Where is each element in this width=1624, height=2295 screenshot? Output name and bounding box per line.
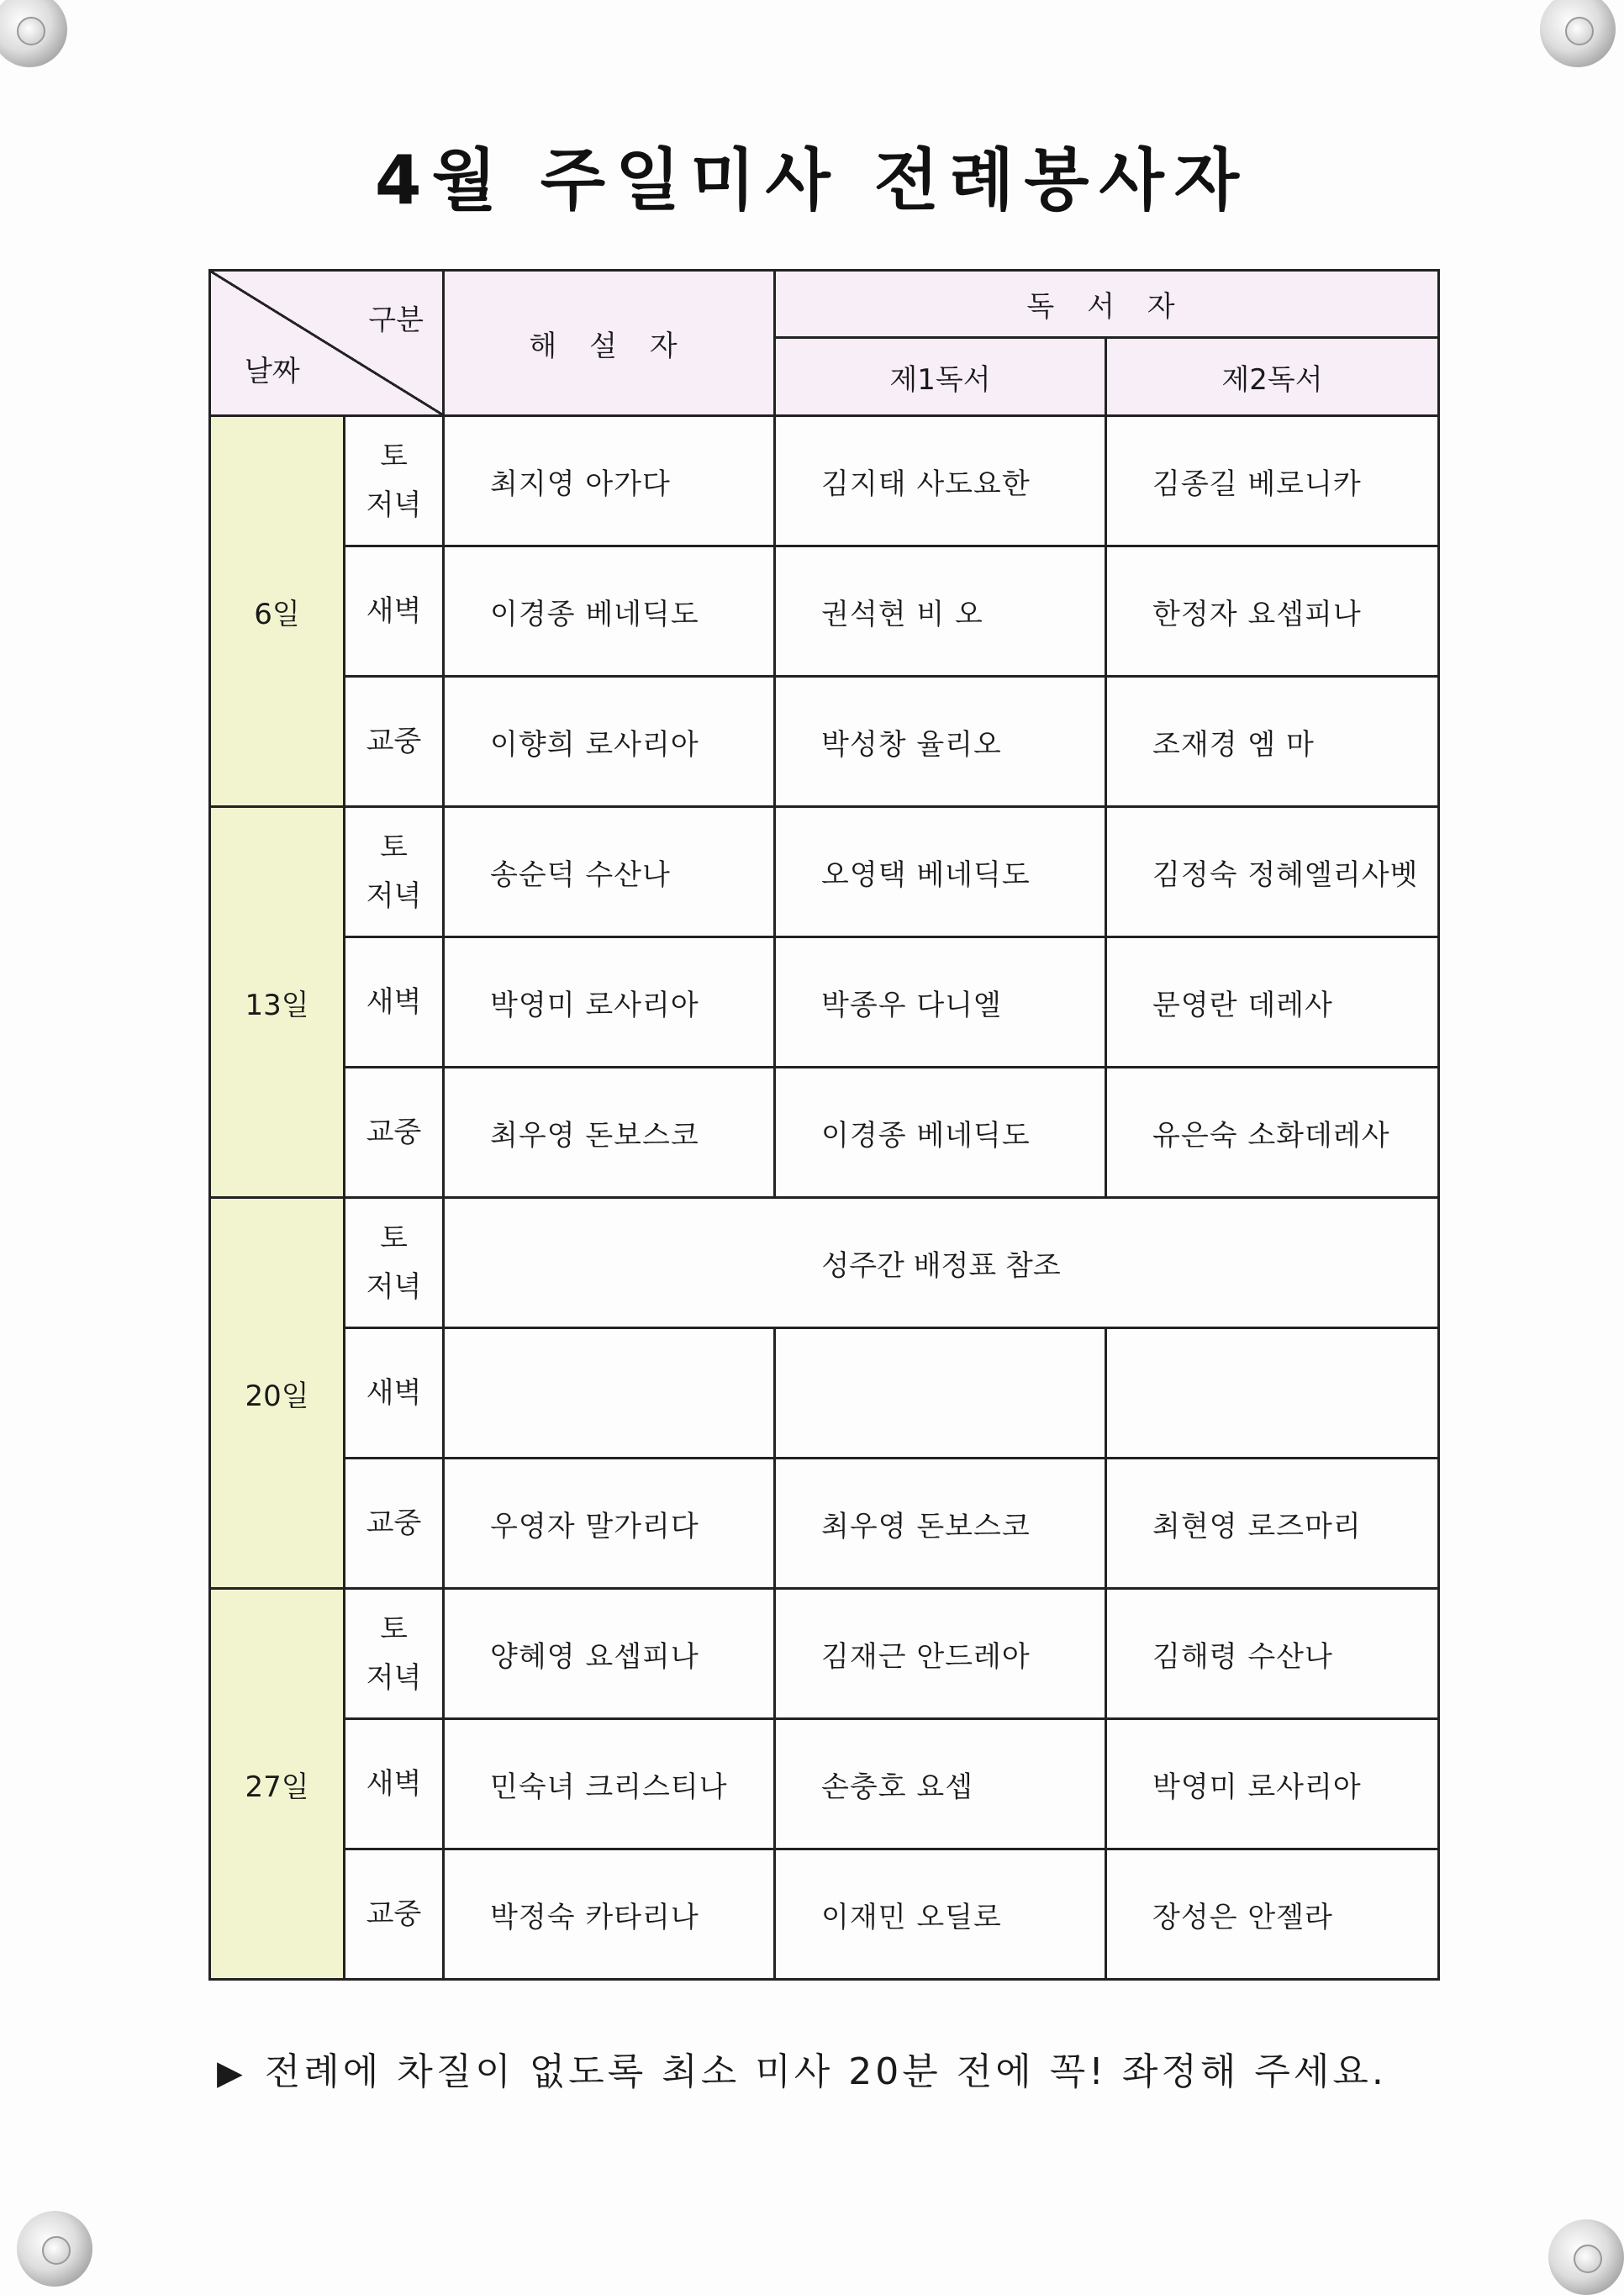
commentator-cell: 양혜영 요셉피나 <box>444 1589 775 1719</box>
mass-type-label: 새벽 <box>366 985 422 1019</box>
mass-type-label: 저녁 <box>366 1270 422 1304</box>
mass-type-cell <box>345 677 444 807</box>
reader2-cell: 최현영 로즈마리 <box>1106 1459 1439 1589</box>
reader2-cell: 한정자 요셉피나 <box>1106 546 1439 677</box>
header-commentator: 해 설 자 <box>444 271 775 416</box>
reader1-cell: 김재근 안드레아 <box>775 1589 1106 1719</box>
reader2-cell: 박영미 로사리아 <box>1106 1719 1439 1849</box>
header-reader1: 제1독서 <box>775 338 1106 416</box>
mass-type-cell <box>345 416 444 546</box>
commentator-cell: 박영미 로사리아 <box>444 937 775 1068</box>
table-row <box>210 416 1439 546</box>
reader2-cell: 김정숙 정혜엘리사벳 <box>1106 807 1439 937</box>
mass-type-label: 저녁 <box>366 879 422 913</box>
commentator-cell: 이향희 로사리아 <box>444 677 775 807</box>
schedule-table <box>208 269 1440 1981</box>
table-row <box>210 677 1439 807</box>
commentator-cell: 박정숙 카타리나 <box>444 1849 775 1980</box>
reader2-cell: 문영란 데레사 <box>1106 937 1439 1068</box>
header-reader2: 제2독서 <box>1106 338 1439 416</box>
reader1-cell: 손충호 요셉 <box>775 1719 1106 1849</box>
reader1-cell: 김지태 사도요한 <box>775 416 1106 546</box>
mass-type-label: 새벽 <box>366 1376 422 1410</box>
header-category: 구분 <box>368 303 424 337</box>
mass-type-cell <box>345 1459 444 1589</box>
commentator-cell <box>444 1328 775 1459</box>
reader2-cell <box>1106 1328 1439 1459</box>
reader2-cell: 유은숙 소화데레사 <box>1106 1068 1439 1198</box>
mass-type-label: 저녁 <box>366 488 422 522</box>
pushpin-icon <box>0 0 67 67</box>
commentator-cell: 최지영 아가다 <box>444 416 775 546</box>
mass-type-label: 교중 <box>366 1506 422 1540</box>
table-row <box>210 937 1439 1068</box>
reader2-cell: 김해령 수산나 <box>1106 1589 1439 1719</box>
mass-type-cell <box>345 1589 444 1719</box>
commentator-cell: 송순덕 수산나 <box>444 807 775 937</box>
mass-type-cell <box>345 937 444 1068</box>
date-cell: 6일 <box>210 416 345 807</box>
date-cell: 13일 <box>210 807 345 1198</box>
notice-text: 전례에 차질이 없도록 최소 미사 20분 전에 꼭! 좌정해 주세요. <box>264 2050 1387 2093</box>
reader1-cell: 이경종 베네딕도 <box>775 1068 1106 1198</box>
reader2-cell: 조재경 엠 마 <box>1106 677 1439 807</box>
table-row <box>210 1328 1439 1459</box>
mass-type-label: 토 <box>380 1221 408 1255</box>
mass-type-cell <box>345 1328 444 1459</box>
table-row <box>210 546 1439 677</box>
reader1-cell: 이재민 오딜로 <box>775 1849 1106 1980</box>
page-title: 4월 주일미사 전례봉사자 <box>374 141 1250 219</box>
reader1-cell <box>775 1328 1106 1459</box>
triangle-bullet-icon: ▶ <box>217 2054 246 2092</box>
mass-type-cell <box>345 1719 444 1849</box>
table-row <box>210 1068 1439 1198</box>
schedule-body <box>210 416 1439 1980</box>
mass-type-cell <box>345 1198 444 1328</box>
header-diagonal-cell <box>210 271 444 416</box>
header-readers: 독 서 자 <box>775 271 1439 338</box>
table-row <box>210 1719 1439 1849</box>
table-row <box>210 1459 1439 1589</box>
reader1-cell: 오영택 베네딕도 <box>775 807 1106 937</box>
reader2-cell: 장성은 안젤라 <box>1106 1849 1439 1980</box>
table-row <box>210 1849 1439 1980</box>
reader1-cell: 박성창 율리오 <box>775 677 1106 807</box>
mass-type-label: 교중 <box>366 725 422 758</box>
mass-type-label: 토 <box>380 1612 408 1646</box>
reader1-cell: 박종우 다니엘 <box>775 937 1106 1068</box>
mass-type-label: 교중 <box>366 1897 422 1931</box>
header-date: 날짜 <box>245 355 300 388</box>
date-cell: 27일 <box>210 1589 345 1980</box>
mass-type-label: 토 <box>380 831 408 864</box>
reader1-cell: 최우영 돈보스코 <box>775 1459 1106 1589</box>
reader1-cell: 권석현 비 오 <box>775 546 1106 677</box>
date-cell: 20일 <box>210 1198 345 1589</box>
table-row <box>210 1589 1439 1719</box>
mass-type-label: 새벽 <box>366 594 422 628</box>
mass-type-label: 교중 <box>366 1116 422 1149</box>
mass-type-label: 저녁 <box>366 1661 422 1695</box>
commentator-cell: 우영자 말가리다 <box>444 1459 775 1589</box>
pushpin-icon <box>1548 2219 1624 2295</box>
reader2-cell: 김종길 베로니카 <box>1106 416 1439 546</box>
mass-type-label: 새벽 <box>366 1767 422 1801</box>
notice <box>217 2041 1387 2095</box>
mass-type-cell <box>345 1068 444 1198</box>
pushpin-icon <box>1540 0 1616 67</box>
commentator-cell: 민숙녀 크리스티나 <box>444 1719 775 1849</box>
mass-type-cell <box>345 1849 444 1980</box>
mass-type-cell <box>345 546 444 677</box>
commentator-cell: 최우영 돈보스코 <box>444 1068 775 1198</box>
mass-type-label: 토 <box>380 440 408 473</box>
table-row <box>210 1198 1439 1328</box>
merged-note-cell: 성주간 배정표 참조 <box>444 1198 1439 1328</box>
table-row <box>210 807 1439 937</box>
commentator-cell: 이경종 베네딕도 <box>444 546 775 677</box>
mass-type-cell <box>345 807 444 937</box>
pushpin-icon <box>17 2211 92 2287</box>
